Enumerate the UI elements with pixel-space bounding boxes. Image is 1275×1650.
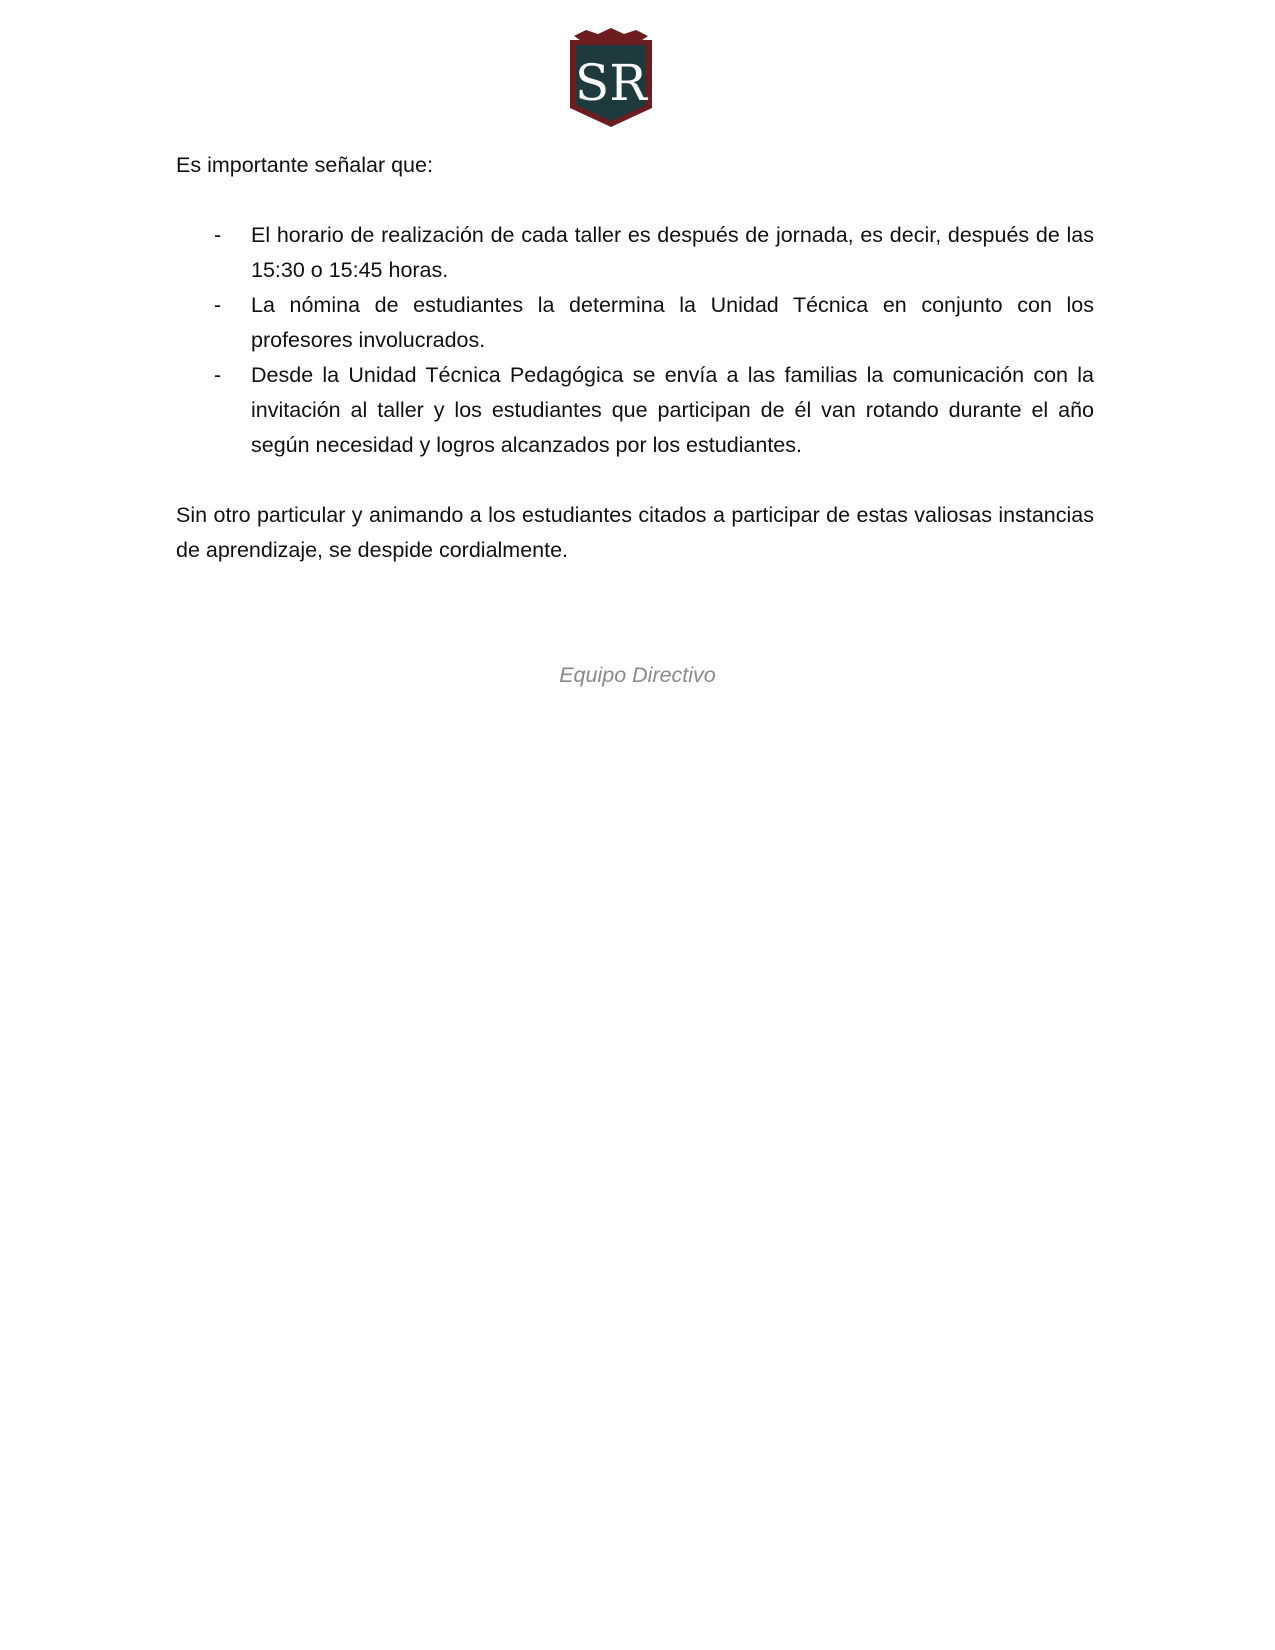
- list-item: [176, 218, 1094, 288]
- letter-body: [176, 148, 1094, 568]
- list-bullet: -: [214, 363, 222, 387]
- intro-paragraph: Es importante señalar que:: [176, 153, 433, 177]
- notes-list: [176, 218, 1094, 463]
- list-item: [176, 358, 1094, 463]
- crest-lettering: SR: [575, 54, 647, 112]
- list-bullet: -: [214, 293, 222, 317]
- crest-icon: [568, 28, 654, 128]
- closing-paragraph: Sin otro particular y animando a los estudiantes citados a participar de estas valiosas instancias de aprendizaje, se despide cordialmente.: [176, 503, 1094, 562]
- list-item-text: Desde la Unidad Técnica Pedagógica se envía a las familias la comunicación con la invitación al taller y los estudiantes que participan de él van rotando durante el año según necesidad y logros alcanzados por los estudiantes.: [251, 363, 1094, 457]
- signature: Equipo Directivo: [559, 663, 716, 687]
- list-item: [176, 288, 1094, 358]
- list-bullet: -: [214, 223, 222, 247]
- list-item-text: La nómina de estudiantes la determina la Unidad Técnica en conjunto con los profesores involucrados.: [251, 293, 1094, 352]
- list-item-text: El horario de realización de cada taller es después de jornada, es decir, después de las 15:30 o 15:45 horas.: [251, 223, 1094, 282]
- school-crest-logo: [568, 28, 654, 128]
